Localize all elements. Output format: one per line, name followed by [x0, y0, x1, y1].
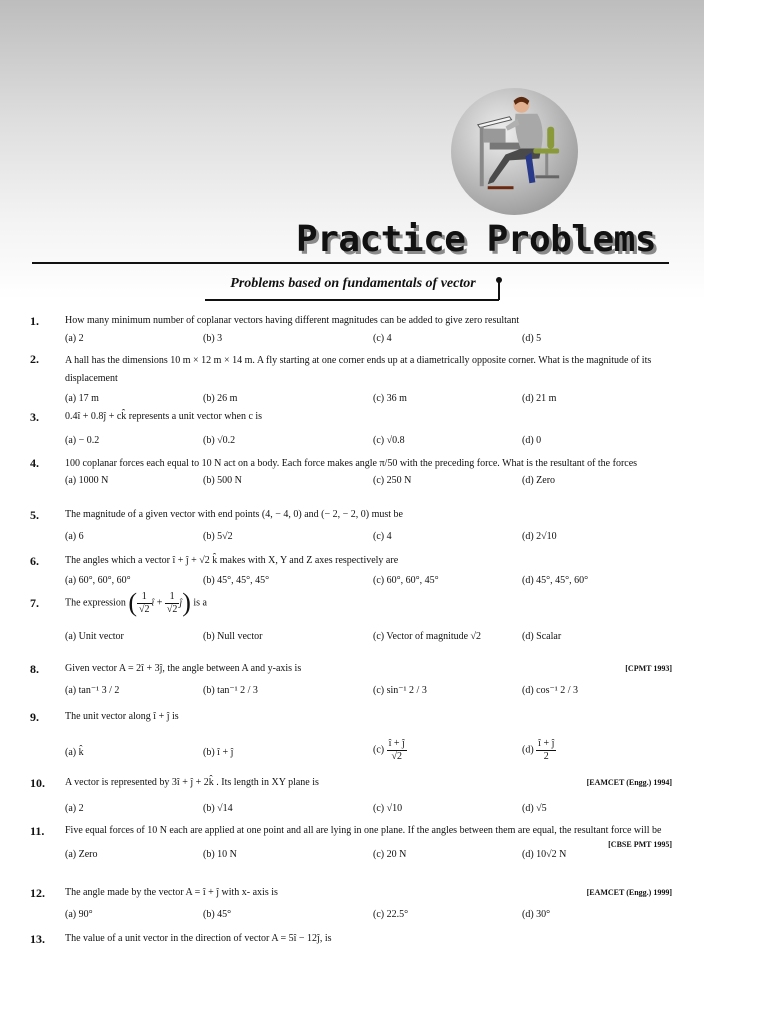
question-text: The unit vector along î + ĵ is — [65, 711, 179, 722]
question-text: A vector is represented by 3î + ĵ + 2k̂ . Its length in XY plane is — [65, 777, 319, 788]
fraction — [165, 591, 180, 616]
question-text: The magnitude of a given vector with end points (4, − 4, 0) and (− 2, − 2, 0) must be — [65, 509, 403, 520]
option-c[interactable]: (c) 36 m — [373, 393, 407, 404]
question-text: Five equal forces of 10 N each are applied at one point and all are lying in one plane. If the angles between them are equal, the resultant force will be — [65, 825, 662, 836]
option-d[interactable]: (d) 5 — [522, 333, 542, 344]
option-c-label: (c) — [373, 744, 385, 756]
option-b[interactable]: (b) 5√2 — [203, 531, 233, 542]
option-c[interactable]: (c) √0.8 — [373, 435, 405, 446]
option-a[interactable]: (a) − 0.2 — [65, 435, 100, 446]
option-d[interactable]: (d) 0 — [522, 435, 542, 446]
question-10 — [0, 776, 704, 816]
option-d[interactable]: (d) 45°, 45°, 60° — [522, 575, 589, 586]
question-3 — [0, 410, 704, 448]
options-row — [0, 392, 704, 406]
option-a[interactable]: (a) 60°, 60°, 60° — [65, 575, 131, 586]
option-b[interactable]: (b) √14 — [203, 803, 233, 814]
question-number: 13. — [30, 932, 45, 946]
question-5 — [0, 508, 704, 544]
student-writing-illustration — [450, 87, 579, 216]
option-b[interactable]: (b) Null vector — [203, 631, 263, 642]
open-paren: ( — [128, 588, 137, 617]
title-rule — [32, 262, 669, 264]
options-row — [0, 848, 704, 862]
option-d[interactable] — [522, 738, 556, 763]
option-a[interactable]: (a) Zero — [65, 849, 98, 860]
question-text: 100 coplanar forces each equal to 10 N act on a body. Each force makes angle π/50 with the preceding force. What is the resultant of the forces — [65, 458, 638, 469]
option-c[interactable]: (c) 22.5° — [373, 909, 409, 920]
options-row — [0, 738, 704, 768]
question-7 — [0, 588, 704, 644]
option-a[interactable]: (a) k̂ — [65, 747, 84, 758]
option-b[interactable]: (b) √0.2 — [203, 435, 236, 446]
option-b[interactable]: (b) 45°, 45°, 45° — [203, 575, 270, 586]
denominator: √2 — [391, 751, 402, 762]
option-d[interactable]: (d) cos⁻¹ 2 / 3 — [522, 685, 579, 696]
question-1 — [0, 314, 704, 346]
question-number: 3. — [30, 410, 39, 424]
option-d[interactable]: (d) Zero — [522, 475, 556, 486]
question-6 — [0, 554, 704, 588]
option-a[interactable]: (a) tan⁻¹ 3 / 2 — [65, 685, 120, 696]
question-text-before: The expression — [65, 597, 126, 609]
question-text: How many minimum number of coplanar vectors having different magnitudes can be added to give zero resultant — [65, 315, 520, 326]
question-text: The value of a unit vector in the direction of vector A = 5î − 12ĵ, is — [65, 933, 332, 944]
page-title: Practice Problems — [296, 219, 656, 260]
option-b[interactable]: (b) 10 N — [203, 849, 237, 860]
option-d[interactable]: (d) Scalar — [522, 631, 562, 642]
question-text: The expression ( $\frac{1}{√2}$ î + $\frac{1}{√2}$ ĵ) is a — [65, 588, 207, 617]
question-text-after: is a — [193, 597, 207, 609]
option-c[interactable]: (c) sin⁻¹ 2 / 3 — [373, 685, 427, 696]
option-c[interactable]: (c) 60°, 60°, 45° — [373, 575, 439, 586]
source-tag: [CBSE PMT 1995] — [608, 840, 672, 849]
question-text: The angles which a vector î + ĵ + √2 k̂ makes with X, Y and Z axes respectively are — [65, 555, 399, 566]
question-number: 11. — [30, 824, 45, 838]
options-row — [0, 434, 704, 448]
option-b[interactable]: (b) tan⁻¹ 2 / 3 — [203, 685, 258, 696]
question-4 — [0, 456, 704, 488]
question-text: Given vector A = 2î + 3ĵ, the angle between A and y-axis is — [65, 663, 302, 674]
denominator: √2 — [139, 603, 150, 615]
question-13 — [0, 932, 704, 946]
source-tag: [EAMCET (Engg.) 1999] — [586, 888, 672, 897]
options-row — [0, 908, 704, 922]
option-d[interactable]: (d) 30° — [522, 909, 551, 920]
options-row — [0, 684, 704, 698]
denominator: √2 — [166, 603, 178, 615]
question-text: 0.4î + 0.8ĵ + ck̂ represents a unit vector when c is — [65, 411, 263, 422]
question-12 — [0, 886, 704, 922]
option-a[interactable]: (a) 6 — [65, 531, 84, 542]
option-c[interactable] — [373, 738, 407, 763]
option-a[interactable]: (a) 2 — [65, 803, 84, 814]
options-row — [0, 574, 704, 588]
question-text: A hall has the dimensions 10 m × 12 m × 14 m. A fly starting at one corner ends up at a diametrically opposite corner. What is the magnitude of its displacement — [65, 355, 652, 384]
option-a[interactable]: (a) Unit vector — [65, 631, 124, 642]
option-d-label: (d) — [522, 744, 534, 756]
option-c[interactable]: (c) 250 N — [373, 475, 412, 486]
question-number: 8. — [30, 662, 39, 676]
option-d[interactable]: (d) √5 — [522, 803, 547, 814]
option-c[interactable]: (c) Vector of magnitude √2 — [373, 631, 482, 642]
section-heading: Problems based on fundamentals of vector — [230, 276, 476, 291]
source-tag: [EAMCET (Engg.) 1994] — [586, 778, 672, 787]
fraction — [536, 738, 556, 763]
section-tick — [498, 280, 500, 300]
option-b[interactable]: (b) 3 — [203, 333, 223, 344]
source-tag: [CPMT 1993] — [625, 664, 672, 673]
question-number: 12. — [30, 886, 45, 900]
question-number: 6. — [30, 554, 39, 568]
numerator: î + ĵ — [538, 738, 555, 749]
option-b[interactable]: (b) 45° — [203, 909, 232, 920]
option-c[interactable]: (c) √10 — [373, 803, 403, 814]
option-a[interactable]: (a) 90° — [65, 909, 93, 920]
numerator: 1 — [165, 591, 180, 604]
option-b[interactable]: (b) 26 m — [203, 393, 238, 404]
options-row — [0, 630, 704, 644]
question-number: 7. — [30, 596, 39, 610]
section-underline — [205, 299, 499, 301]
question-8 — [0, 662, 704, 698]
question-number: 1. — [30, 314, 39, 328]
option-b[interactable]: (b) 500 N — [203, 475, 242, 486]
option-a[interactable]: (a) 2 — [65, 333, 84, 344]
question-11 — [0, 824, 704, 862]
question-number: 10. — [30, 776, 45, 790]
option-c[interactable]: (c) 20 N — [373, 849, 407, 860]
question-number: 9. — [30, 710, 39, 724]
option-a[interactable]: (a) 17 m — [65, 393, 99, 404]
question-number: 4. — [30, 456, 39, 470]
option-d[interactable]: (d) 10√2 N — [522, 849, 567, 860]
section-dot — [496, 277, 502, 283]
option-b[interactable]: (b) î + ĵ — [203, 747, 234, 758]
fraction — [137, 591, 152, 616]
options-row — [0, 474, 704, 488]
close-paren: ) — [182, 588, 191, 617]
question-9 — [0, 710, 704, 768]
question-number: 2. — [30, 352, 39, 366]
options-row — [0, 530, 704, 544]
numerator: î + ĵ — [388, 738, 405, 749]
options-row — [0, 332, 704, 346]
numerator: 1 — [137, 591, 152, 604]
option-c[interactable]: (c) 4 — [373, 531, 392, 542]
options-row — [0, 802, 704, 816]
question-text: The angle made by the vector A = î + ĵ with x- axis is — [65, 887, 278, 898]
option-d[interactable]: (d) 2√10 — [522, 531, 557, 542]
question-2 — [0, 352, 704, 406]
option-c[interactable]: (c) 4 — [373, 333, 392, 344]
denominator: 2 — [543, 751, 549, 762]
option-a[interactable]: (a) 1000 N — [65, 475, 109, 486]
option-d[interactable]: (d) 21 m — [522, 393, 557, 404]
fraction — [387, 738, 407, 763]
question-number: 5. — [30, 508, 39, 522]
